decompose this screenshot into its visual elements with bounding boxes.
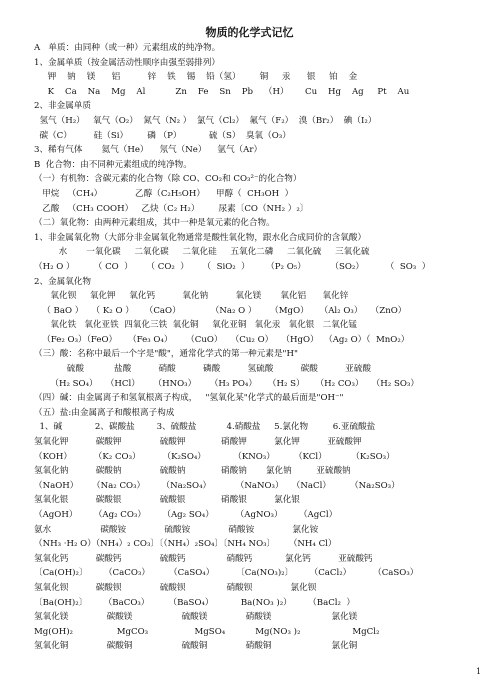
text-line: （ BaO ） （ K₂ O ） （CaO） （Na₂ O ） （MgO） （Al₂ O₃） （ZnO） (34, 305, 407, 316)
text-line: （H₂ SO₄） （HCl） （HNO₃） （H₃ PO₄） （H₂ S） （H₂ CO₃） （H₂ SO₃） (34, 378, 419, 389)
text-line: Mg(OH)₂ MgCO₃ MgSO₄ Mg(NO₃ )₂ MgCl₂ (34, 626, 380, 637)
text-line: 氢氧化钾 碳酸钾 硫酸钾 硝酸钾 氯化钾 亚硫酸钾 (34, 437, 362, 448)
text-line: 氧化钡 氧化钾 氧化钙 氧化钠 氧化镁 氧化铝 氧化锌 (34, 291, 349, 302)
text-line: 2、金属氧化物 (34, 276, 92, 287)
page-number: 1 (476, 667, 482, 676)
text-line: （五）盐:由金属离子和酸根离子构成 (34, 407, 175, 418)
text-line: 3、稀有气体 氦气（He） 氖气（Ne） 氩气（Ar） (34, 145, 263, 156)
text-line: （Fe₂ O₃）（FeO） （Fe₃ O₄） （CuO） （Cu₂ O） （HgO） （Ag₂ O）（ MnO₂） (34, 334, 410, 345)
text-line: 氢氧化铜 碳酸铜 硫酸铜 硝酸铜 氯化铜 (34, 641, 358, 652)
text-line: 1、金属单质（按金属活动性顺序由强至弱排列） (34, 57, 220, 68)
text-line: 氢氧化银 碳酸银 硫酸银 硝酸银 氯化银 (34, 495, 300, 506)
text-line: （二）氧化物：由两种元素组成，其中一种是氧元素的化合物。 (34, 218, 275, 229)
text-line: A 单质：由同种（或一种）元素组成的纯净物。 (34, 43, 221, 53)
text-line: （一）有机物：含碳元素的化合物（除 CO、CO₂和 CO₃²⁻的化合物） (34, 174, 302, 185)
text-line: （三）酸：名称中最后一个字是"酸"，通常化学式的第一种元素是"H" (34, 349, 298, 360)
text-line: K Ca Na Mg Al Zn Fe Sn Pb （H） Cu Hg Ag Pt Au (34, 86, 410, 97)
text-line: 1、非金属氧化物（大部分非金属氧化物通常是酸性氧化物，跟水化合成同价的含氧酸） (34, 232, 367, 243)
text-line: 2、非金属单质 (34, 101, 92, 112)
text-line: 甲烷 （CH₄） 乙醇（C₂H₅OH） 甲醇（ CH₃OH ） (34, 188, 294, 199)
text-line: 碳（C） 硅（Si） 磷 （P） 硫（S） 臭氧（O₃） (34, 130, 291, 141)
text-line: 氢氧化钡 碳酸钡 硫酸钡 硝酸钡 氯化钡 (34, 582, 317, 593)
document-body (34, 41, 484, 654)
text-line: （NH₃ ·H₂ O）（NH₄）₂ CO₃〕〔（NH₄）₂SO₄〕〔NH₄ NO₃〕 （NH₄ Cl） (34, 539, 337, 550)
text-line: 〔Ca(OH)₂〕 （CaCO₃） （CaSO₄） 〔Ca(NO₃)₂〕 （CaCl₂） （CaSO₃） (34, 568, 419, 579)
text-line: 氢气（H₂） 氧气（O₂） 氮气（N₂ ） 氯气（Cl₂） 氟气（F₂） 溴（Br₂） 碘（I₂） (34, 115, 377, 126)
text-line: 钾 钠 镁 铝 锌 铁 锡 铅（氢） 铜 汞 银 铂 金 (34, 72, 358, 83)
text-line: （四）碱：由金属离子和氢氧根离子构成， "氢氧化某"化学式的最后面是"OH⁻" (34, 393, 344, 404)
text-line: 氢氧化钠 碳酸钠 硫酸钠 硝酸钠 氯化钠 亚硫酸钠 (34, 466, 351, 477)
text-line: B 化合物：由不同种元素组成的纯净物。 (34, 159, 192, 170)
text-line: （H₂ O ） （ CO ） （ CO₂ ） （ SiO₂ ） （P₂ O₅） （SO₂） （ SO₃ ） (34, 261, 431, 272)
text-line: 氨水 碳酸铵 硫酸铵 硝酸铵 氯化铵 (34, 524, 319, 535)
text-line: 氢氧化钙 碳酸钙 硫酸钙 硝酸钙 氯化钙 亚硫酸钙 (34, 553, 373, 564)
text-line: 氧化铁 氧化亚铁 四氧化三铁 氧化铜 氧化亚铜 氧化汞 氧化银 二氧化锰 (34, 320, 357, 331)
text-line: 氢氧化镁 碳酸镁 硫酸镁 硝酸镁 氯化镁 (34, 612, 358, 623)
text-line: 乙酸 （CH₃ COOH） 乙炔（C₂ H₂） 尿素〔CO（NH₂ ）₂〕 (34, 203, 309, 214)
text-line: 1、碱 2、碳酸盐 3、硫酸盐 4.硝酸盐 5.氯化物 6.亚硫酸盐 (34, 422, 376, 433)
text-line: （AgOH） （Ag₂ CO₃） （Ag₂ SO₄） （AgNO₃） （AgCl） (34, 510, 338, 520)
text-line: 水 一氧化碳 二氧化碳 二氧化硅 五氧化二磷 二氧化硫 三氧化硫 (34, 247, 370, 258)
document-title: 物质的化学式记忆 (205, 26, 294, 39)
text-line: 〔Ba(OH)₂〕 （BaCO₃） （BaSO₄） Ba(NO₃ )₂） （BaCl₂ ） (34, 597, 356, 608)
text-line: （KOH） （K₂ CO₃） （K₂SO₄） （KNO₃） （KCl） （K₂SO₃） (34, 451, 395, 462)
text-line: 硫酸 盐酸 硝酸 磷酸 氢硫酸 碳酸 亚硫酸 (34, 364, 371, 375)
text-line: （NaOH） （Na₂ CO₃） （Na₂SO₄） （NaNO₃） （NaCl） （Na₂SO₃） (34, 480, 400, 491)
